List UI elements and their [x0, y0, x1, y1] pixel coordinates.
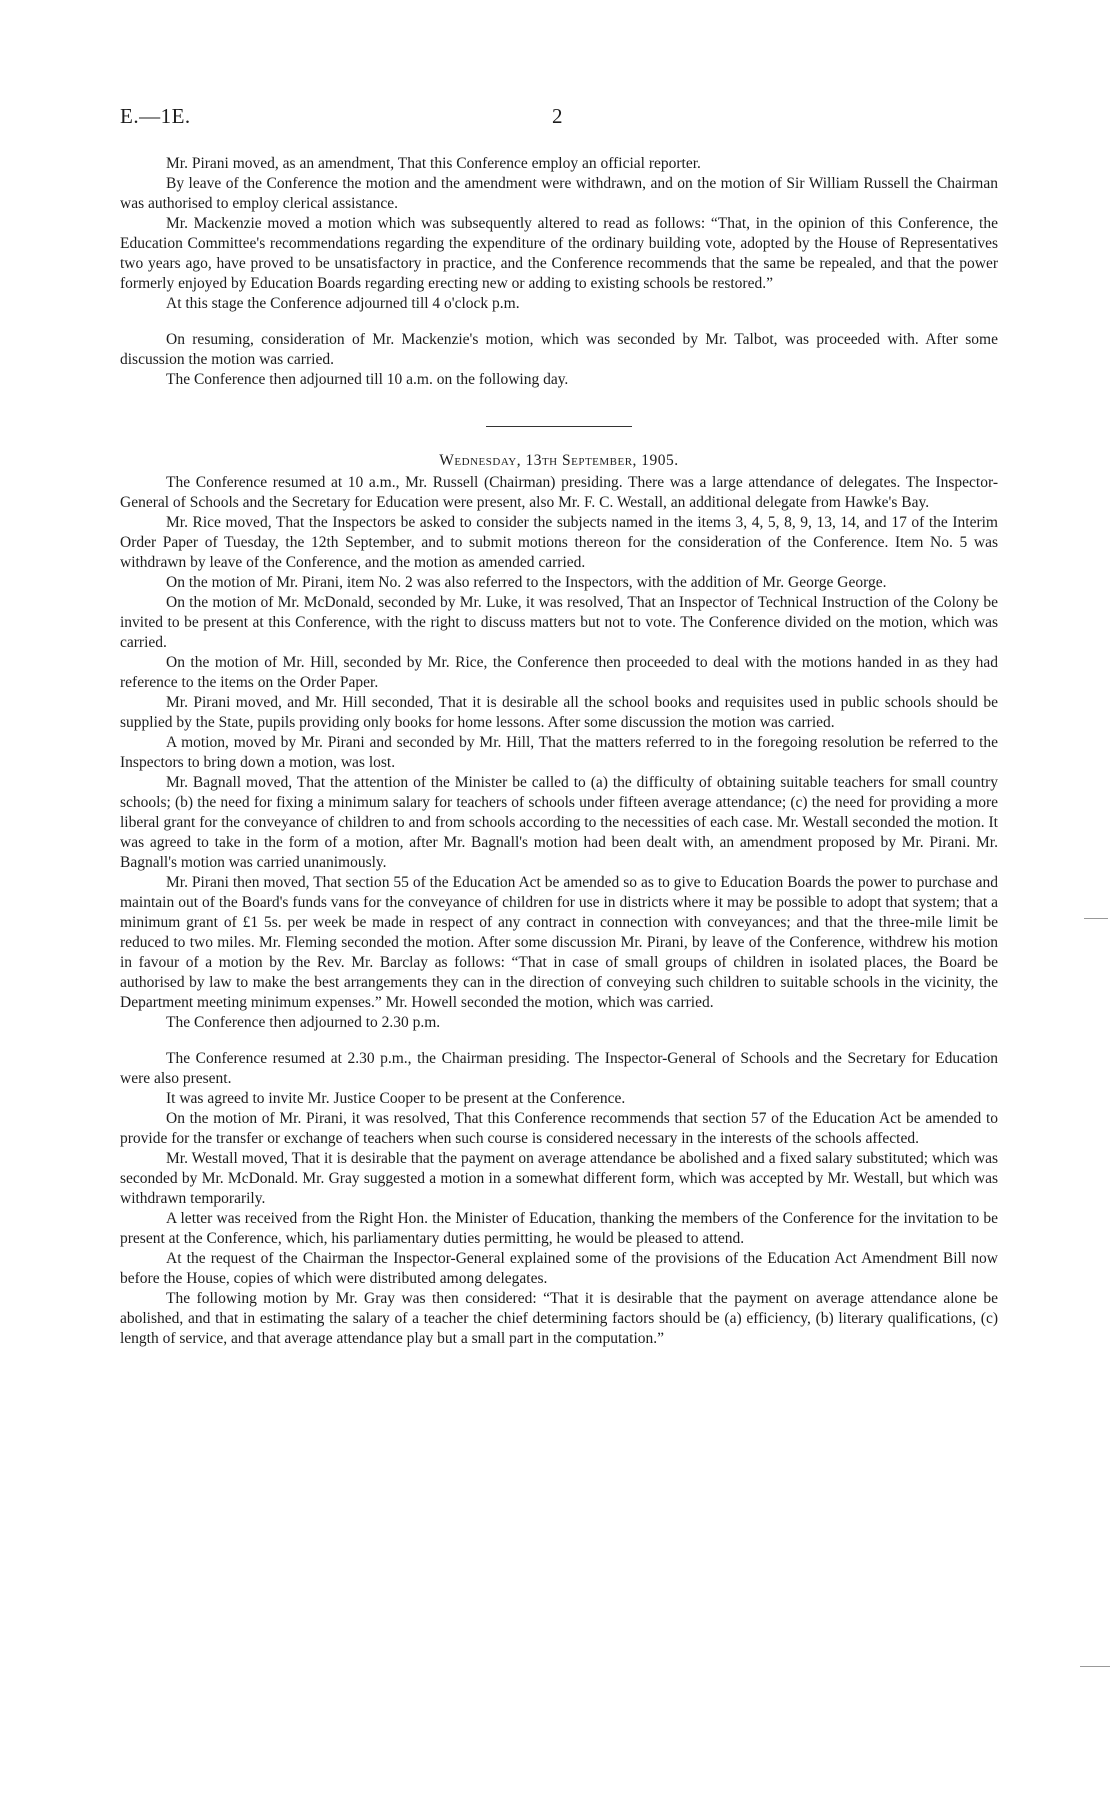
paragraph: The Conference then adjourned to 2.30 p.m. — [166, 1014, 441, 1031]
date-heading: Wednesday, 13th September, 1905. — [439, 452, 679, 469]
document-body — [120, 154, 998, 1349]
paragraph: Mr. Westall moved, That it is desirable that the payment on average attendance be abolished and a fixed salary substituted; which was seconded by Mr. McDonald. Mr. Gray suggested a motion in a somewhat different form, which was accepted by Mr. Westall, but which was withdrawn temporarily. — [120, 1150, 998, 1207]
paragraph: A letter was received from the Right Hon. the Minister of Education, thanking the members of the Conference for the invitation to be present at the Conference, which, his parliamentary duties permitting, he would be pleased to attend. — [120, 1210, 998, 1247]
page-number: 2 — [552, 104, 563, 128]
section-gap — [120, 314, 998, 330]
paragraph: On the motion of Mr. Pirani, item No. 2 was also referred to the Inspectors, with the addition of Mr. George George. — [166, 574, 887, 591]
paragraph: The Conference resumed at 2.30 p.m., the Chairman presiding. The Inspector-General of Schools and the Secretary for Education were also present. — [120, 1050, 998, 1087]
paragraph: On the motion of Mr. Hill, seconded by Mr. Rice, the Conference then proceeded to deal with the motions handed in as they had reference to the items on the Order Paper. — [120, 654, 998, 691]
paragraph: A motion, moved by Mr. Pirani and seconded by Mr. Hill, That the matters referred to in the foregoing resolution be referred to the Inspectors to bring down a motion, was lost. — [120, 734, 998, 771]
paragraph: By leave of the Conference the motion and the amendment were withdrawn, and on the motion of Sir William Russell the Chairman was authorised to employ clerical assistance. — [120, 175, 998, 212]
margin-mark — [1084, 918, 1108, 919]
section-divider — [486, 426, 632, 427]
paragraph: On the motion of Mr. McDonald, seconded by Mr. Luke, it was resolved, That an Inspector of Technical Instruction of the Colony be invited to be present at this Conference, with the right to discuss matters but not to vote. The Conference divided on the motion, which was carried. — [120, 594, 998, 651]
paragraph: It was agreed to invite Mr. Justice Cooper to be present at the Conference. — [166, 1090, 626, 1107]
paragraph: On the motion of Mr. Pirani, it was resolved, That this Conference recommends that section 57 of the Education Act be amended to provide for the transfer or exchange of teachers when such course is considered necessary in the interests of the schools affected. — [120, 1110, 998, 1147]
paragraph: The Conference then adjourned till 10 a.m. on the following day. — [166, 371, 569, 388]
paragraph: The Conference resumed at 10 a.m., Mr. Russell (Chairman) presiding. There was a large attendance of delegates. The Inspector-General of Schools and the Secretary for Education were present, also Mr. F. C. Westall, an additional delegate from Hawke's Bay. — [120, 474, 998, 511]
paragraph: Mr. Pirani moved, and Mr. Hill seconded, That it is desirable all the school books and requisites used in public schools should be supplied by the State, pupils providing only books for home lessons. After some discussion the motion was carried. — [120, 694, 998, 731]
paragraph: Mr. Rice moved, That the Inspectors be asked to consider the subjects named in the items 3, 4, 5, 8, 9, 13, 14, and 17 of the Interim Order Paper of Tuesday, the 12th September, and to submit motions thereon for the consideration of the Conference. Item No. 5 was withdrawn by leave of the Conference, and the motion as amended carried. — [120, 514, 998, 571]
paragraph: At the request of the Chairman the Inspector-General explained some of the provisions of the Education Act Amendment Bill now before the House, copies of which were distributed among delegates. — [120, 1250, 998, 1287]
paragraph: Mr. Mackenzie moved a motion which was subsequently altered to read as follows: “That, in the opinion of this Conference, the Education Committee's recommendations regarding the expenditure of the ordinary building vote, adopted by the House of Representatives two years ago, have proved to be unsatisfactory in practice, and the Conference recommends that the same be repealed, and that the power formerly enjoyed by Education Boards regarding erecting new or adding to existing schools be restored.” — [120, 215, 998, 292]
paragraph: Mr. Bagnall moved, That the attention of the Minister be called to (a) the difficulty of obtaining suitable teachers for small country schools; (b) the need for fixing a minimum salary for teachers of schools under fifteen average attendance; (c) the need for providing a more liberal grant for the conveyance of children to and from schools according to the necessities of each case. Mr. Westall seconded the motion. It was agreed to take in the form of a motion, after Mr. Bagnall's motion had been dealt with, an amendment proposed by Mr. Pirani. Mr. Bagnall's motion was carried unanimously. — [120, 774, 998, 871]
paragraph: On resuming, consideration of Mr. Mackenzie's motion, which was seconded by Mr. Talbot, was proceeded with. After some discussion the motion was carried. — [120, 331, 998, 368]
paragraph: At this stage the Conference adjourned till 4 o'clock p.m. — [166, 295, 520, 312]
document-reference: E.—1E. — [120, 104, 191, 128]
section-gap — [120, 1033, 998, 1049]
page-header — [120, 104, 1000, 134]
paragraph: The following motion by Mr. Gray was then considered: “That it is desirable that the payment on average attendance alone be abolished, and that in estimating the salary of a teacher the chief determining factors should be (a) efficiency, (b) literary qualifications, (c) length of service, and that average attendance play but a small part in the computation.” — [120, 1290, 998, 1347]
margin-mark — [1080, 1666, 1110, 1667]
paragraph: Mr. Pirani moved, as an amendment, That this Conference employ an official reporter. — [166, 155, 701, 172]
paragraph: Mr. Pirani then moved, That section 55 of the Education Act be amended so as to give to Education Boards the power to purchase and maintain out of the Board's funds vans for the conveyance of children for use in districts where it may be possible to adopt that system; that a minimum grant of £1 5s. per week be made in respect of any contract in connection with conveyances; and that the three-mile limit be reduced to two miles. Mr. Fleming seconded the motion. After some discussion Mr. Pirani, by leave of the Conference, withdrew his motion in favour of a motion by the Rev. Mr. Barclay as follows: “That in case of small groups of children in isolated places, the Board be authorised by law to make the best arrangements they can in the direction of conveying such children to suitable schools in the vicinity, the Department meeting minimum expenses.” Mr. Howell seconded the motion, which was carried. — [120, 874, 998, 1011]
